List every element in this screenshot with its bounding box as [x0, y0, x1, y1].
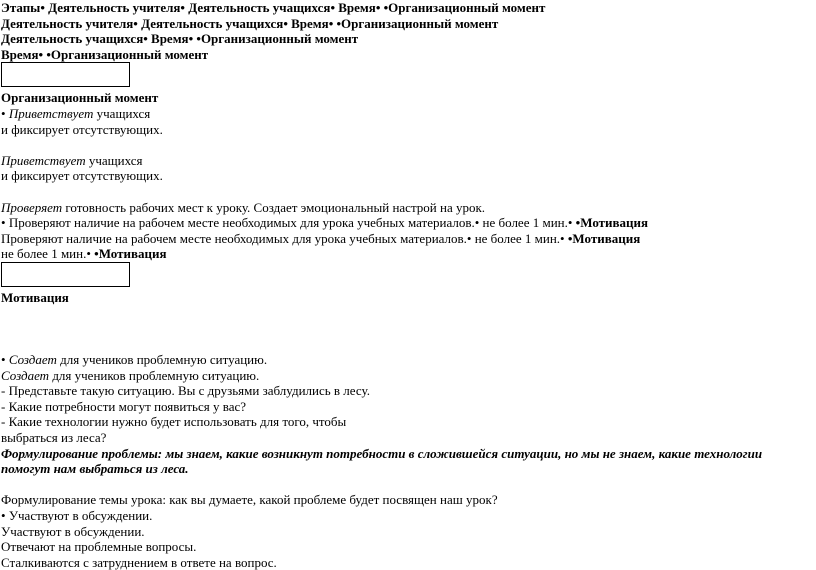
students-check: Проверяют наличие на рабочем месте необходимых для урока учебных материалов.	[8, 215, 475, 231]
greet-rest-2: учащихся	[85, 152, 143, 168]
empty-cell-box-2	[1, 262, 130, 287]
org-attendance-line-2: и фиксирует отсутствующих.	[1, 168, 163, 184]
bullet-3: •	[1, 352, 9, 368]
question-3b: выбраться из леса?	[1, 430, 107, 446]
org-greet-bullet-line	[1, 106, 816, 122]
time-line	[1, 246, 816, 262]
bullet-4: •	[1, 508, 9, 524]
check-rest: готовность рабочих мест к уроку. Создает эмоциональный настрой на урок.	[62, 199, 486, 215]
create-verb-2: Создает	[1, 367, 50, 383]
bullet: •	[1, 105, 9, 121]
problem-statement: Формулирование проблемы: мы знаем, какие возникнут потребности в сложившейся ситуации, но мы не знаем, какие технологии помогут нам выбраться из леса.	[1, 445, 763, 477]
motivation-title: Мотивация	[1, 289, 69, 305]
question-1: - Представьте такую ситуацию. Вы с друзьями заблудились в лесу.	[1, 383, 370, 399]
create-rest: для учеников проблемную ситуацию.	[56, 352, 268, 368]
students-check-2: Проверяют наличие на рабочем месте необходимых для урока учебных материалов.	[1, 230, 467, 246]
discuss: Участвуют в обсуждении.	[8, 508, 153, 524]
answer-line: Отвечают на проблемные вопросы.	[1, 539, 197, 555]
students-check-bullet-line	[1, 215, 816, 231]
check-verb: Проверяет	[1, 199, 63, 215]
greet-rest: учащихся	[93, 105, 151, 121]
org-check-line	[1, 200, 816, 216]
org-attendance-line: и фиксирует отсутствующих.	[1, 121, 163, 137]
header-row-1: Этапы• Деятельность учителя• Деятельность учащихся• Время• •Организационный момент	[1, 0, 546, 15]
time-bullet-2: • не более 1 мин.•	[466, 230, 565, 246]
next-stage-2: •Мотивация	[564, 230, 641, 246]
next-stage-3: •Мотивация	[90, 246, 167, 262]
discuss-bullet-line	[1, 508, 816, 524]
create-rest-2: для учеников проблемную ситуацию.	[49, 367, 260, 383]
difficulty-line: Сталкиваются с затруднением в ответе на вопрос.	[1, 554, 277, 570]
time-value: не более 1 мин.•	[1, 246, 91, 262]
empty-cell-box	[1, 62, 130, 87]
header-row-2: Деятельность учителя• Деятельность учащихся• Время• •Организационный момент	[1, 15, 499, 31]
greet-verb: Приветствует	[8, 105, 94, 121]
bullet-2: •	[1, 215, 9, 231]
students-check-line	[1, 231, 816, 247]
greet-verb-2: Приветствует	[1, 152, 86, 168]
org-title: Организационный момент	[1, 90, 159, 106]
discuss-line: Участвуют в обсуждении.	[1, 523, 145, 539]
header-row-3: Деятельность учащихся• Время• •Организационный момент	[1, 31, 359, 47]
next-stage: •Мотивация	[572, 215, 649, 231]
create-verb: Создает	[8, 352, 57, 368]
motivation-create-bullet-line	[1, 352, 816, 368]
lesson-topic: Формулирование темы урока: как вы думаете, какой проблеме будет посвящен наш урок?	[1, 492, 498, 508]
motivation-create-line	[1, 368, 816, 384]
question-3a: - Какие технологии нужно будет использовать для того, чтобы	[1, 414, 347, 430]
time-bullet: • не более 1 мин.•	[474, 215, 573, 231]
org-greet-line	[1, 153, 816, 169]
header-row-4: Время• •Организационный момент	[1, 46, 209, 62]
question-2: - Какие потребности могут появиться у вас?	[1, 398, 247, 414]
